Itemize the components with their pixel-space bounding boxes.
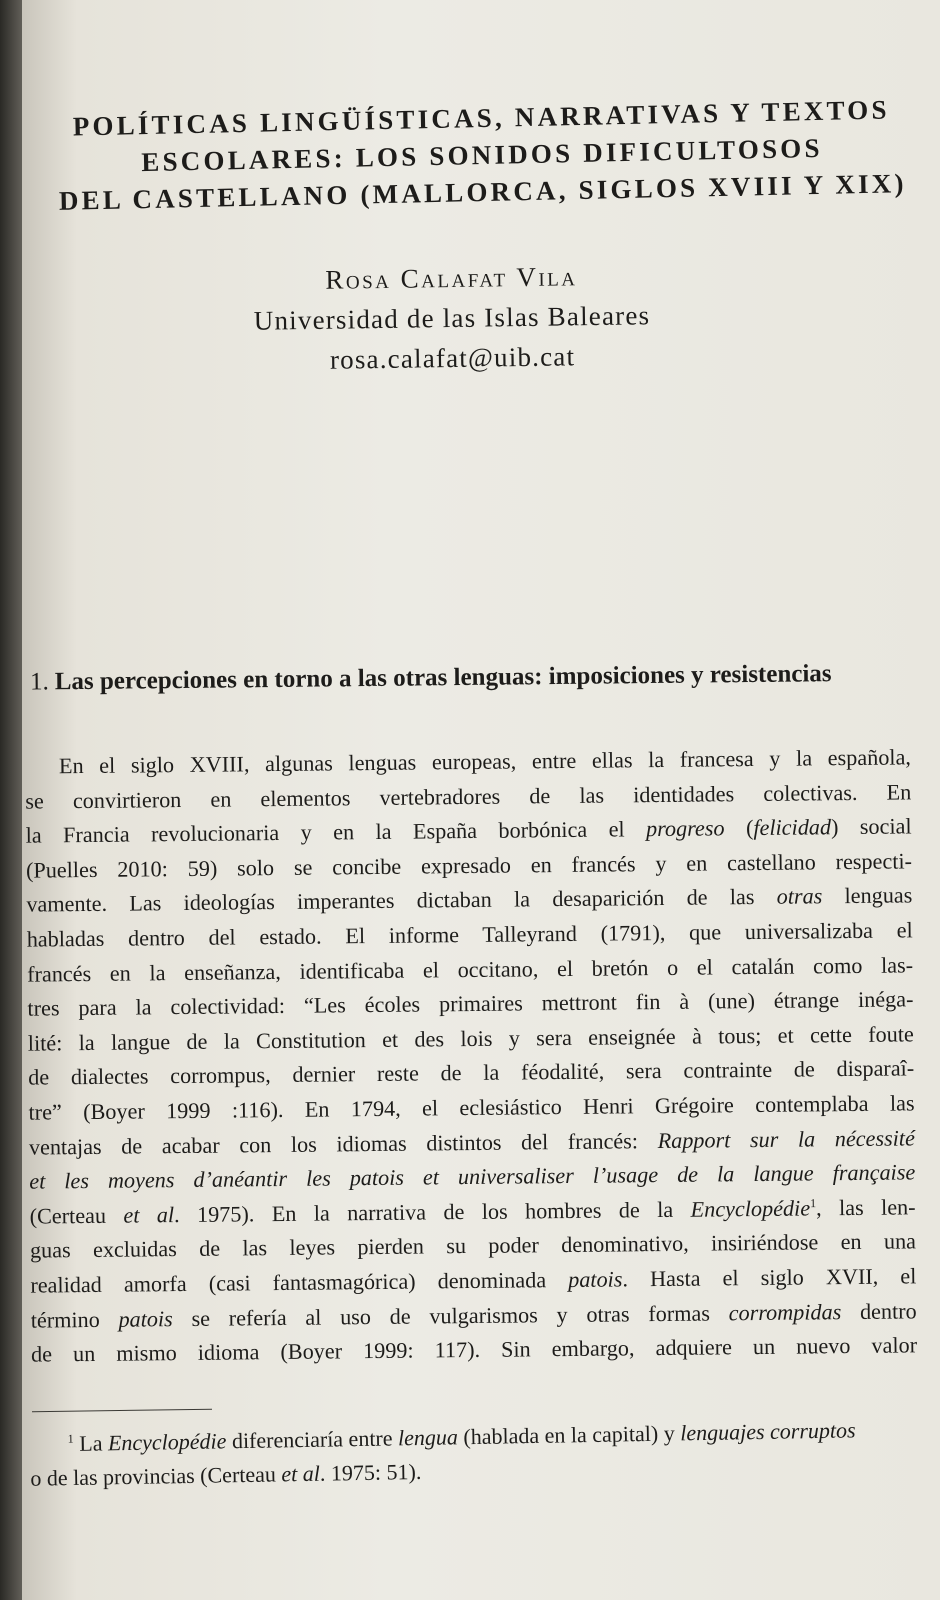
italic-run: lenguajes corruptos (679, 1417, 856, 1446)
text-run: , las len- (815, 1194, 916, 1221)
text-line: de dialectes corrompus, dernier reste de la féodalité, sera contrainte de disparaî- (28, 1055, 915, 1090)
text-run: . Hasta el siglo XVII, el (622, 1263, 917, 1292)
text-run: o de las provincias (Certeau (30, 1461, 282, 1491)
italic-run: felicidad (753, 814, 832, 841)
section-title: Las percepciones en torno a las otras lenguas: imposiciones y resistencias (54, 660, 832, 696)
text-line: (Puelles 2010: 59) solo se concibe expresado en francés y en castellano respecti- (25, 848, 913, 883)
text-run: (Certeau (29, 1202, 124, 1229)
title-line: ESCOLARES: LOS SONIDOS DIFICULTOSOS (141, 132, 823, 178)
text-line: de un mismo idioma (Boyer 1999: 117). Sin embargo, adquiere un nuevo valor (30, 1332, 918, 1367)
text-run: . 1975: 51). (319, 1458, 422, 1486)
italic-run: patois (118, 1305, 173, 1332)
text-run: diferenciaría entre (226, 1425, 399, 1454)
italic-run: et al (123, 1201, 175, 1228)
text-line: tre” (Boyer 1999 :116). En 1794, el eclesiástico Henri Grégoire contemplaba las (28, 1090, 915, 1125)
text-line: lité: la langue de la Constitution et des lois y sera enseignée à tous; et cette foute (27, 1021, 914, 1056)
text-run: término (30, 1306, 119, 1333)
author-block (171, 254, 733, 382)
text-run: lenguas (822, 882, 913, 909)
text-run: . 1975). En la narrativa de los hombres de la (173, 1196, 691, 1227)
text-run: la Francia revolucionaria y en la España borbónica el (25, 816, 647, 848)
text-line: se convirtieron en elementos vertebradores de las identidades colectivas. En (25, 778, 912, 814)
article-title-block (52, 94, 912, 216)
text-run: se refería al uso de vulgarismos y otras formas (172, 1299, 729, 1331)
text-run: realidad amorfa (casi fantasmagórica) denominada (30, 1266, 569, 1298)
text-line: tres para la colectividad: “Les écoles primaires mettront fin à (une) étrange inéga- (27, 986, 914, 1021)
text-run: ventajas de acabar con los idiomas distintos del francés: (28, 1127, 658, 1160)
text-run: vamente. Las ideologías imperantes dictaban la desaparición de las (26, 884, 777, 918)
italic-run: Rapport sur la nécessité (657, 1124, 915, 1153)
text-run: dentro (841, 1297, 917, 1324)
text-line: habladas dentro del estado. El informe Talleyrand (1791), que universalizaba el (26, 917, 913, 952)
text-run: La (73, 1430, 109, 1456)
body-paragraph (25, 740, 917, 1372)
title-line: DEL CASTELLANO (MALLORCA, SIGLOS XVIII Y XIX) (58, 168, 907, 216)
italic-run: et al (281, 1460, 321, 1487)
text-line: En el siglo XVIII, algunas lenguas europeas, entre ellas la francesa y la española, (58, 744, 912, 779)
text-line: guas excluidas de las leyes pierden su poder denominativo, insiriéndose en una (29, 1228, 917, 1263)
italic-run: progreso (645, 815, 725, 842)
author-email: rosa.calafat@uib.cat (329, 341, 576, 375)
footnote (29, 1412, 920, 1496)
italic-run: Encyclopédie (107, 1428, 227, 1456)
text-run: ( (724, 815, 754, 841)
text-run: ) social (830, 813, 912, 840)
italic-run: corrompidas (728, 1298, 842, 1325)
italic-run: lengua (397, 1424, 459, 1451)
text-run: (hablada en la capital) y (457, 1420, 681, 1450)
author-name: Rosa Calafat Vila (325, 261, 578, 295)
section-number: 1. (29, 668, 49, 696)
author-affiliation: Universidad de las Islas Baleares (253, 300, 651, 336)
footnote-divider (32, 1409, 212, 1413)
footnote-reference[interactable]: 1 (809, 1195, 817, 1210)
article-title (51, 91, 913, 220)
footnote-marker: 1 (67, 1431, 74, 1446)
italic-run: et les moyens d’anéantir les patois et universaliser l’usage de la langue française (29, 1159, 916, 1194)
italic-run: otras (776, 883, 823, 910)
book-page (22, 0, 940, 1600)
italic-run: patois (568, 1266, 623, 1292)
title-line: POLÍTICAS LINGÜÍSTICAS, NARRATIVAS Y TEXTOS (72, 94, 890, 142)
text-line: francés en la enseñanza, identificaba el occitano, el bretón o el catalán como las- (26, 951, 914, 987)
section-heading (30, 657, 900, 698)
italic-run: Encyclopédie (690, 1195, 811, 1222)
